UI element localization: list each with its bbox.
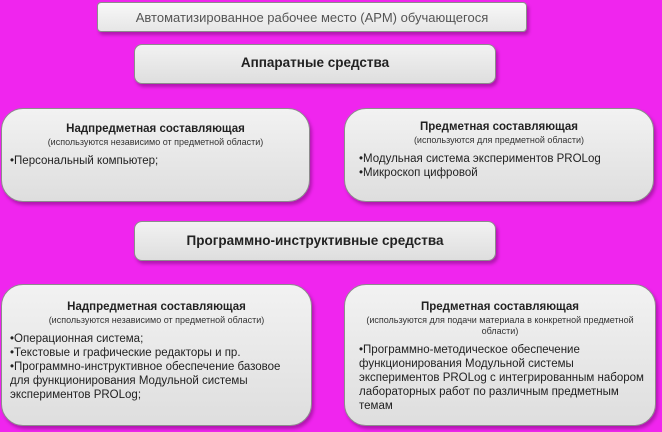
card-subtitle: (используются для предметной области)	[413, 135, 585, 145]
hardware-subject-card	[344, 108, 654, 202]
list-item: •Программно-методическое обеспечение функционирования Модульной системы экспериментов PROLog с интегрированным набором лабораторных работ по различным предметным темам	[359, 344, 644, 412]
list-item: •Программно-инструктивное обеспечение базовое для функционирования Модульной системы экспериментов PROLog;	[10, 361, 281, 401]
hardware-section-label: Аппаратные средства	[134, 44, 496, 84]
list-item: •Текстовые и графические редакторы и пр.	[10, 347, 241, 359]
list-item: •Персональный компьютер;	[10, 155, 159, 167]
card-title: Предметная составляющая	[420, 301, 579, 313]
software-general-card	[1, 284, 312, 426]
list-item: •Операционная система;	[10, 333, 144, 345]
card-title: Предметная составляющая	[419, 121, 578, 133]
hardware-general-card	[1, 108, 310, 202]
software-subject-card	[344, 284, 656, 426]
list-item: •Микроскоп цифровой	[359, 167, 478, 179]
card-item-list	[353, 343, 647, 413]
card-subtitle: (используются независимо от предметной области)	[48, 315, 265, 325]
software-section-label: Программно-инструктивные средства	[134, 221, 496, 261]
card-item-list	[353, 152, 645, 180]
card-title: Надпредметная составляющая	[66, 123, 245, 135]
diagram-title: Автоматизированное рабочее место (АРМ) обучающегося	[97, 2, 527, 32]
card-title: Надпредметная составляющая	[67, 301, 246, 313]
card-item-list	[10, 332, 303, 402]
list-item: •Модульная система экспериментов PROLog	[359, 153, 601, 165]
card-item-list	[10, 154, 301, 168]
card-subtitle: (используются независимо от предметной области)	[47, 137, 264, 147]
card-subtitle: (используются для подачи материала в конкретной предметной области)	[366, 315, 634, 336]
